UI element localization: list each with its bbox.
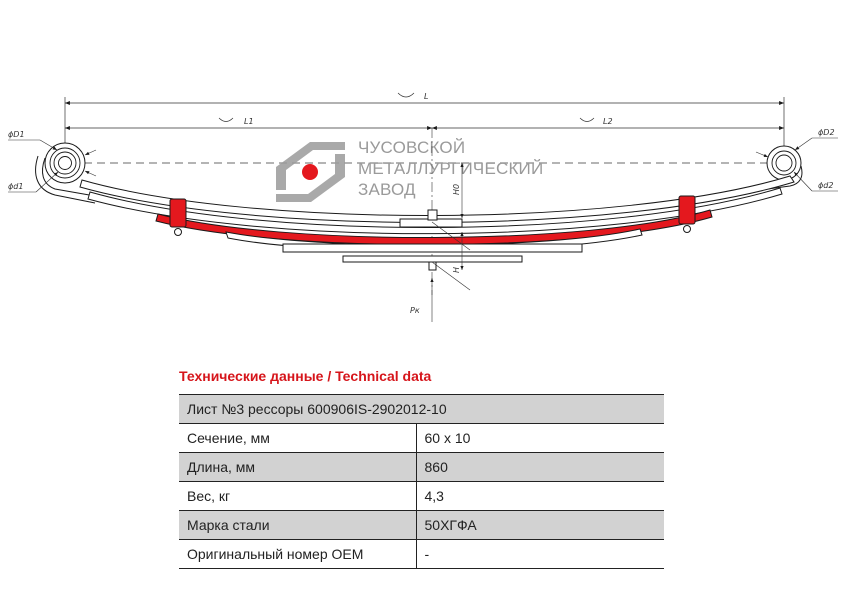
row-label: Марка стали [179, 511, 416, 540]
row-value: - [416, 540, 664, 569]
dim-load: Pк [410, 306, 420, 315]
dim-right-length: L2 [603, 117, 613, 126]
row-label: Сечение, мм [179, 424, 416, 453]
row-label: Вес, кг [179, 482, 416, 511]
row-value: 4,3 [416, 482, 664, 511]
row-label: Длина, мм [179, 453, 416, 482]
dim-camber-free: H0 [452, 183, 461, 195]
logo-mark-icon [276, 142, 345, 202]
table-row [179, 511, 664, 540]
row-label: Оригинальный номер ОЕМ [179, 540, 416, 569]
row-value: 860 [416, 453, 664, 482]
left-clamp [170, 199, 186, 227]
right-clamp [679, 196, 695, 224]
table-row [179, 453, 664, 482]
dim-left-eye-inner: ϕd1 [8, 182, 24, 191]
table-row [179, 540, 664, 569]
dim-left-eye-outer: ϕD1 [8, 130, 25, 139]
row-value: 50ХГФА [416, 511, 664, 540]
part-name: Лист №3 рессоры 600906IS-2902012-10 [179, 395, 664, 424]
dim-left-length: L1 [244, 117, 254, 126]
logo-line-3: ЗАВОД [358, 180, 416, 199]
row-value: 60 x 10 [416, 424, 664, 453]
dim-total-length: L [424, 92, 429, 101]
table-header-row [179, 395, 664, 424]
table-row [179, 424, 664, 453]
logo-line-1: ЧУСОВСКОЙ [358, 138, 466, 157]
leaf-5 [283, 244, 582, 252]
table-row [179, 482, 664, 511]
company-logo [276, 138, 543, 202]
technical-data-table [179, 394, 664, 569]
dim-right-eye-inner: ϕd2 [818, 181, 834, 190]
dim-camber-loaded: H [452, 266, 461, 273]
leaf-6 [343, 256, 522, 262]
technical-data-title: Технические данные / Technical data [179, 368, 432, 384]
dim-right-eye-outer: ϕD2 [818, 128, 835, 137]
logo-line-2: МЕТАЛЛУРГИЧЕСКИЙ [358, 159, 544, 178]
left-eye [36, 143, 95, 203]
